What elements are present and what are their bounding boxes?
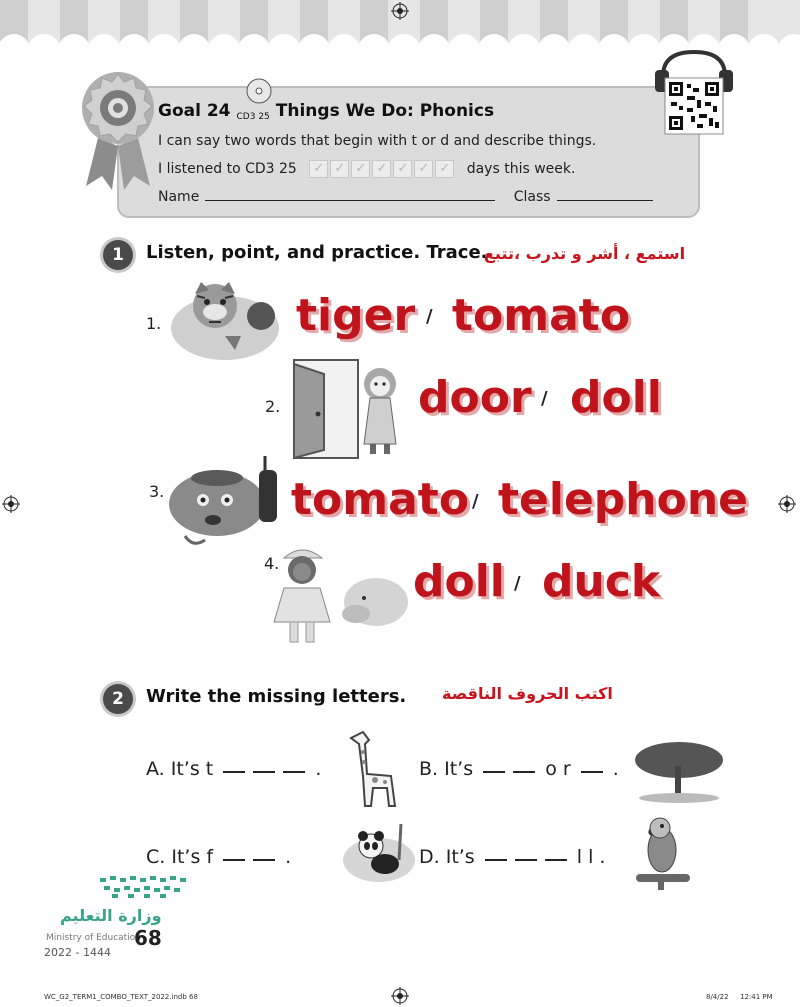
tomato-telephone-picture-icon	[165, 452, 285, 552]
section-1-number: 1	[103, 240, 133, 270]
giraffe-picture-icon	[341, 728, 407, 808]
name-label: Name	[158, 189, 200, 205]
section-1-title: Listen, point, and practice. Trace.	[146, 242, 488, 263]
slash-separator: /	[472, 491, 479, 512]
day-checkbox[interactable]: ✓	[414, 160, 433, 178]
exercise-d: D. It’s l l .	[419, 846, 606, 868]
letter-blank[interactable]	[223, 771, 245, 773]
slash-separator: /	[514, 573, 521, 594]
trace-word: doll	[413, 556, 505, 607]
tree-picture-icon	[629, 738, 727, 804]
slash-separator: /	[541, 388, 548, 409]
section-2-title: Write the missing letters.	[146, 686, 407, 707]
parrot-picture-icon	[632, 814, 694, 890]
ministry-logo-icon	[98, 874, 190, 900]
item-number: 2.	[265, 397, 281, 416]
item-number: 3.	[149, 482, 165, 501]
letter-blank[interactable]	[483, 771, 505, 773]
listened-row: I listened to CD3 25 ✓ ✓ ✓ ✓ ✓ ✓ ✓ days this week.	[158, 161, 576, 177]
letter-blank[interactable]	[253, 859, 275, 861]
cd-reference: CD3 25	[236, 112, 270, 122]
day-checkbox[interactable]: ✓	[309, 160, 328, 178]
registration-mark-icon	[778, 495, 796, 513]
class-field[interactable]	[557, 188, 653, 201]
letter-blank[interactable]	[485, 859, 507, 861]
name-field[interactable]	[205, 188, 495, 201]
doll-duck-picture-icon	[272, 540, 412, 646]
day-checkbox[interactable]: ✓	[435, 160, 454, 178]
registration-mark-icon	[2, 495, 20, 513]
item-number: 4.	[264, 554, 280, 573]
rosette-badge-icon	[78, 68, 158, 192]
section-1-arabic: استمع ، أشر و تدرب ،تتبع	[484, 244, 686, 263]
print-slug: WC_G2_TERM1_COMBO_TEXT_2022.indb 68	[44, 993, 198, 1001]
class-label: Class	[513, 189, 551, 205]
trace-word: tomato	[452, 290, 631, 341]
day-checkbox[interactable]: ✓	[393, 160, 412, 178]
trace-word: telephone	[498, 474, 749, 525]
section-2-number: 2	[103, 684, 133, 714]
ministry-name-arabic: وزارة التعليم	[60, 906, 162, 925]
page-number: 68	[134, 926, 162, 950]
section-2-arabic: اكتب الحروف الناقصة	[442, 684, 613, 703]
letter-blank[interactable]	[513, 771, 535, 773]
trace-word: tomato	[291, 474, 470, 525]
letter-blank[interactable]	[545, 859, 567, 861]
goal-title: Goal 24 CD3 25 Things We Do: Phonics	[158, 101, 495, 122]
letter-blank[interactable]	[223, 859, 245, 861]
letter-blank[interactable]	[581, 771, 603, 773]
exercise-c: C. It’s f .	[146, 846, 292, 868]
panda-picture-icon	[341, 820, 417, 886]
registration-mark-icon	[391, 987, 409, 1005]
trace-word: tiger	[296, 290, 416, 341]
item-number: 1.	[146, 314, 162, 333]
exercise-a: A. It’s t .	[146, 758, 322, 780]
day-checkbox[interactable]: ✓	[372, 160, 391, 178]
name-class-row	[158, 188, 653, 205]
goal-can-say: I can say two words that begin with t or d and describe things.	[158, 133, 597, 149]
door-and-doll-picture-icon	[290, 356, 410, 460]
ministry-name-english: Ministry of Education	[46, 933, 141, 943]
slash-separator: /	[426, 306, 433, 327]
print-time: 12:41 PM	[740, 993, 773, 1001]
print-date: 8/4/22	[706, 993, 729, 1001]
day-checkbox[interactable]: ✓	[330, 160, 349, 178]
letter-blank[interactable]	[253, 771, 275, 773]
exercise-b: B. It’s o r .	[419, 758, 619, 780]
qr-code-icon	[651, 48, 737, 136]
day-checkboxes	[309, 160, 454, 178]
day-checkbox[interactable]: ✓	[351, 160, 370, 178]
trace-word: duck	[542, 556, 661, 607]
edition-year: 2022 - 1444	[44, 946, 111, 959]
letter-blank[interactable]	[515, 859, 537, 861]
registration-mark-icon	[391, 2, 409, 20]
letter-blank[interactable]	[283, 771, 305, 773]
tiger-picture-icon	[165, 276, 293, 362]
trace-word: doll	[570, 372, 662, 423]
trace-word: door	[418, 372, 532, 423]
